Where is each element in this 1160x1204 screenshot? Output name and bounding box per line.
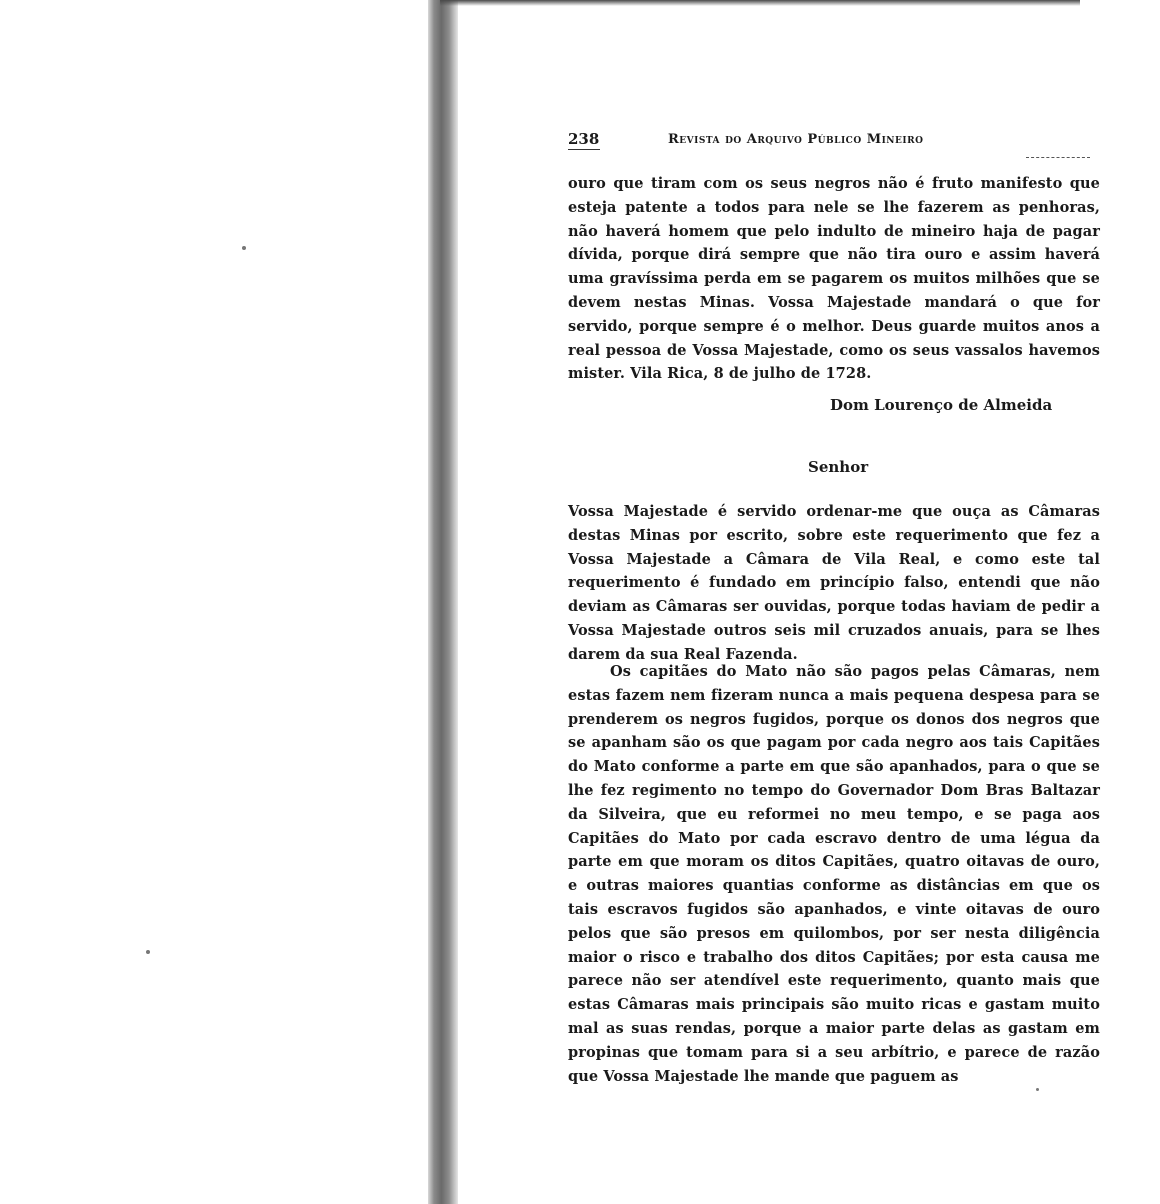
header-dash-rule xyxy=(1026,157,1090,158)
running-title: Revista do Arquivo Público Mineiro xyxy=(668,132,924,147)
signature: Dom Lourenço de Almeida xyxy=(830,396,1053,414)
page-number: 238 xyxy=(568,130,600,148)
body-paragraph: ouro que tiram com os seus negros não é fruto manifesto que esteja patente a todos para nele se lhe fazerem as penhoras, não haverá homem que pelo indulto de mineiro haja de pagar dívida, porque dirá sempre que não tira ouro e assim haverá uma gravíssima perda em se pagarem os muitos milhões que se devem nestas Minas. Vossa Majestade mandará o que for servido, porque sempre é o melhor. Deus guarde muitos anos a real pessoa de Vossa Majestade, como os seus vassalos havemos mister. Vila Rica, 8 de julho de 1728. xyxy=(568,175,1100,383)
body-paragraph: Vossa Majestade é servido ordenar-me que ouça as Câmaras destas Minas por escrito, sobre este requerimento que fez a Vossa Majestade a Câmara de Vila Real, e como este tal requerimento é fundado em princípio falso, entendi que não deviam as Câmaras ser ouvidas, porque todas haviam de pedir a Vossa Majestade outros seis mil cruzados anuais, para se lhes darem da sua Real Fazenda. xyxy=(568,503,1100,663)
book-gutter-shadow xyxy=(428,0,458,1204)
page-number-underline xyxy=(568,149,600,150)
scan-speck xyxy=(242,246,246,250)
body-paragraph: Os capitães do Mato não são pagos pelas Câmaras, nem estas fazem nem fizeram nunca a mais pequena despesa para se prenderem os negros fugidos, porque os donos dos negros que se apanham são os que pagam por cada negro aos tais Capitães do Mato conforme a parte em que são apanhados, para o que se lhe fez regimento no tempo do Governador Dom Bras Baltazar da Silveira, que eu reformei no meu tempo, e se paga aos Capitães do Mato por cada escravo dentro de uma légua da parte em que moram os ditos Capitães, quatro oitavas de ouro, e outras maiores quantias conforme as distâncias em que os tais escravos fugidos são apanhados, e vinte oitavas de ouro pelos que são presos em quilombos, por ser nesta diligência maior o risco e trabalho dos ditos Capitães; por esta causa me parece não ser atendível este requerimento, quanto mais que estas Câmaras mais principais são muito ricas e gastam muito mal as suas rendas, porque a maior parte delas as gastam em propinas que tomam para si a seu arbítrio, e parece de razão que Vossa Majestade lhe mande que paguem as xyxy=(568,663,1100,1085)
running-head xyxy=(568,130,1100,154)
scan-speck xyxy=(1036,1088,1039,1091)
scan-speck xyxy=(146,950,150,954)
salutation: Senhor xyxy=(808,458,869,476)
top-edge-shadow xyxy=(440,0,1080,6)
